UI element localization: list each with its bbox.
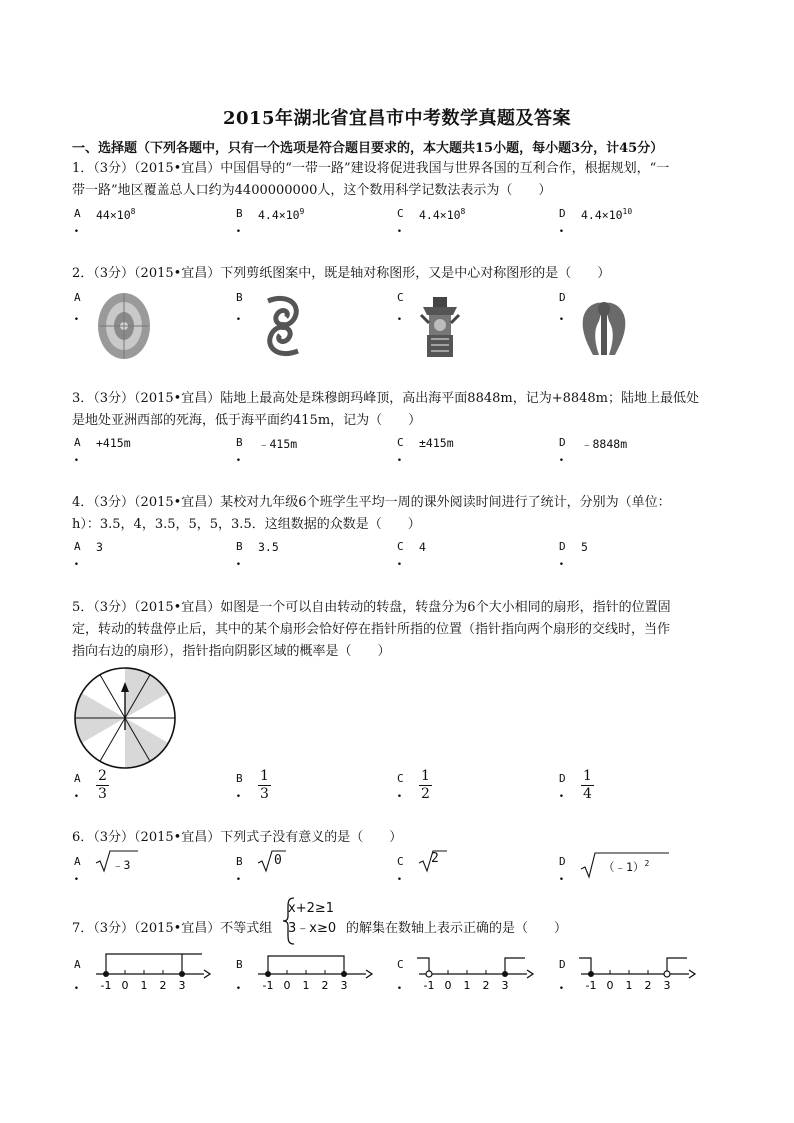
- question-7-prefix: 7．（3分）（2015•宜昌）不等式组: [72, 921, 273, 936]
- axis-tick-label: 0: [444, 979, 452, 992]
- option-text: 4.4×10: [419, 207, 461, 222]
- inequality-system: [288, 899, 336, 939]
- question-7-suffix-wrap: [346, 918, 646, 940]
- option-exponent: 8: [460, 207, 466, 216]
- question-3: [72, 388, 722, 432]
- question-1-line-1: 1．（3分）（2015•宜昌）中国倡导的“一带一路”建设将促进我国与世界各国的互利合作，根据规划，“一: [72, 161, 670, 176]
- option-letter: C: [397, 436, 404, 449]
- option-letter: B: [236, 207, 243, 220]
- option-text: 0: [274, 853, 282, 868]
- option-text: 3: [96, 540, 103, 554]
- option-letter: A: [74, 772, 81, 785]
- option-text: 4.4×10: [581, 207, 623, 222]
- option-letter: B: [236, 291, 243, 304]
- option-text: ﹣415m: [258, 437, 298, 451]
- question-5: [72, 597, 722, 663]
- axis-tick-label: -1: [423, 979, 435, 992]
- option-text: 4.4×10: [258, 207, 300, 222]
- axis-tick-label: 3: [178, 979, 186, 992]
- fraction-numerator: 2: [98, 768, 107, 784]
- option-text: 5: [581, 540, 588, 554]
- axis-tick-label: 1: [302, 979, 310, 992]
- option-letter: D: [559, 772, 566, 785]
- option-exponent: 8: [130, 207, 136, 216]
- fraction-denominator: 3: [260, 786, 269, 802]
- section-header: 一、选择题（下列各题中，只有一个选项是符合题目要求的，本大题共15小题，每小题3分，计45分）: [72, 141, 664, 156]
- option-text: 4: [419, 540, 426, 554]
- option-letter: A: [74, 855, 81, 868]
- option-letter: A: [74, 291, 81, 304]
- papercut-b-icon: [258, 293, 308, 359]
- question-1-line-2: 带一路”地区覆盖总人口约为4400000000人，这个数用科学记数法表示为（ ）: [72, 183, 552, 198]
- option-letter: B: [236, 436, 243, 449]
- option-letter: D: [559, 207, 566, 220]
- option-letter: C: [397, 207, 404, 220]
- option-letter: C: [397, 855, 404, 868]
- option-text: [603, 859, 649, 875]
- axis-tick-label: -1: [585, 979, 597, 992]
- question-4: [72, 492, 722, 536]
- exam-page: 2015年湖北省宜昌市中考数学真题及答案 一、选择题（下列各题中，只有一个选项是符合题目要求的，本大题共15小题，每小题3分，计45分） 1．（3分）（2015•宜昌）中国倡导的“一带一路”建设将促进我国与世界各国的互利合作，根据规划，“一 带一路”地区覆盖总人口约为4400000000人，这个数用科学记数法表示为（ ） A . $44\times 10^8$ B . $4.4\times 10^9$ C . $4.4\times 10^8$ D . $4.4\times 10^{10}$ 2．（3分）（2015•宜昌）下列剪纸图案中，既是轴对称图形，又是中心对称图形的是（ ） A . B . C . D . 3．（3分）（2015•宜昌）陆地上最高处是珠穆朗玛峰顶，高出海平面8848m，记为+8848m；陆地上最低处 是地处亚洲西部的死海，低于海平面约415m，记为（ ） A . +415m B . ﹣415m C . ±415m D . ﹣8848m 4．（3分）（2015•宜昌）某校对九年级6个班学生平均一周的课外阅读时间进行了统计，分别为（单位： h）：3.5，4，3.5，5，5，3.5．这组数据的众数是（ ） A . 3 B . 3.5 C . 4 D . 5 5．（3分）（2015•宜昌）如图是一个可以自由转动的转盘，转盘分为6个大小相同的扇形，指针的位置固 定，转动的转盘停止后，其中的某个扇形会恰好停在指针所指的位置（指针指向两个扇形的交线时，当作 指向右边的扇形），指针指向阴影区域的概率是（ ） A . $\frac{2}{3}$ B . $\frac{1}{3}$ C . $\frac{1}{2}$ D . $\frac{1}{4}$ 6．（3分）（2015•宜昌）下列式子没有意义的是（ ） A . ﹣3 B . 0 C . 2 D . （﹣1）$^2$ 7．（3分）（2015•宜昌）不等式组 x+2≥1 3﹣x≥0 的解集在数轴上表示正确的是（ ） A . -1 0 1 2 3 B . -1 0 1 2 3 C . -1 0 1 2 3 D . -1 0 1 2 3: [0, 0, 794, 1123]
- option-letter: C: [397, 772, 404, 785]
- number-line-b: [254, 952, 374, 994]
- option-letter: B: [236, 540, 243, 553]
- option-letter: B: [236, 855, 243, 868]
- option-letter: A: [74, 540, 81, 553]
- question-2: [72, 263, 722, 285]
- axis-tick-label: 2: [644, 979, 652, 992]
- question-3-line-2: 是地处亚洲西部的死海，低于海平面约415m，记为（ ）: [72, 413, 422, 428]
- page-title: 2015年湖北省宜昌市中考数学真题及答案: [222, 108, 572, 129]
- axis-tick-label: 1: [625, 979, 633, 992]
- question-7-suffix: 的解集在数轴上表示正确的是（ ）: [346, 921, 568, 936]
- option-text: 44×10: [96, 207, 131, 222]
- papercut-a-icon: [96, 291, 152, 361]
- option-text: ﹣8848m: [581, 437, 628, 451]
- axis-tick-label: 0: [121, 979, 129, 992]
- axis-tick-label: 3: [663, 979, 671, 992]
- option-exponent: 2: [644, 859, 650, 869]
- question-1: [72, 158, 722, 202]
- question-5-line-3: 指向右边的扇形），指针指向阴影区域的概率是（ ）: [72, 644, 391, 659]
- question-3-line-1: 3．（3分）（2015•宜昌）陆地上最高处是珠穆朗玛峰顶，高出海平面8848m，记为+8848m；陆地上最低处: [72, 391, 700, 406]
- fraction-denominator: 2: [421, 786, 430, 802]
- option-letter: D: [559, 855, 566, 868]
- question-4-line-1: 4．（3分）（2015•宜昌）某校对九年级6个班学生平均一周的课外阅读时间进行了统计，分别为（单位：: [72, 495, 671, 510]
- fraction-numerator: 1: [260, 768, 269, 784]
- inequality-1: x+2≥1: [288, 901, 335, 916]
- fraction-denominator: 3: [98, 786, 107, 802]
- fraction-numerator: 1: [583, 768, 592, 784]
- option-letter: C: [397, 291, 404, 304]
- axis-tick-label: 0: [283, 979, 291, 992]
- question-2-line-1: 2．（3分）（2015•宜昌）下列剪纸图案中，既是轴对称图形，又是中心对称图形的是（ ）: [72, 266, 611, 281]
- number-line-a: [92, 952, 212, 994]
- axis-tick-label: 2: [482, 979, 490, 992]
- axis-tick-label: 3: [340, 979, 348, 992]
- fraction-denominator: 4: [583, 786, 592, 802]
- axis-tick-label: 1: [463, 979, 471, 992]
- option-letter: A: [74, 207, 81, 220]
- axis-tick-label: -1: [100, 979, 112, 992]
- question-5-line-2: 定，转动的转盘停止后，其中的某个扇形会恰好停在指针所指的位置（指针指向两个扇形的交线时，当作: [72, 622, 671, 637]
- spinner-wheel-figure: [72, 666, 178, 770]
- option-letter: D: [559, 540, 566, 553]
- option-exponent: 10: [622, 207, 633, 216]
- number-line-d: [577, 952, 697, 994]
- option-letter: D: [559, 436, 566, 449]
- option-letter: A: [74, 436, 81, 449]
- option-letter: C: [397, 540, 404, 553]
- option-letter: D: [559, 291, 566, 304]
- fraction-numerator: 1: [421, 768, 430, 784]
- inequality-2: 3﹣x≥0: [288, 921, 337, 936]
- number-line-c: [415, 952, 535, 994]
- option-text: ±415m: [419, 436, 454, 450]
- axis-tick-label: 2: [321, 979, 329, 992]
- axis-tick-label: 2: [159, 979, 167, 992]
- option-exponent: 9: [299, 207, 305, 216]
- option-letter: B: [236, 958, 243, 971]
- option-text: 2: [431, 851, 439, 866]
- question-5-line-1: 5．（3分）（2015•宜昌）如图是一个可以自由转动的转盘，转盘分为6个大小相同的扇形，指针的位置固: [72, 600, 671, 615]
- option-letter: A: [74, 958, 81, 971]
- axis-tick-label: 3: [501, 979, 509, 992]
- papercut-c-icon: [419, 293, 461, 359]
- option-text: 3.5: [258, 540, 279, 554]
- option-letter: D: [559, 958, 566, 971]
- option-letter: B: [236, 772, 243, 785]
- option-letter: C: [397, 958, 404, 971]
- option-text: ﹣3: [112, 858, 131, 872]
- question-6: [72, 827, 722, 849]
- axis-tick-label: -1: [262, 979, 274, 992]
- axis-tick-label: 1: [140, 979, 148, 992]
- papercut-d-icon: [581, 295, 627, 357]
- question-6-line-1: 6．（3分）（2015•宜昌）下列式子没有意义的是（ ）: [72, 830, 403, 845]
- option-base: （﹣1）: [603, 860, 645, 874]
- option-text: +415m: [96, 436, 131, 450]
- axis-tick-label: 0: [606, 979, 614, 992]
- question-4-line-2: h）：3.5，4，3.5，5，5，3.5．这组数据的众数是（ ）: [72, 517, 421, 532]
